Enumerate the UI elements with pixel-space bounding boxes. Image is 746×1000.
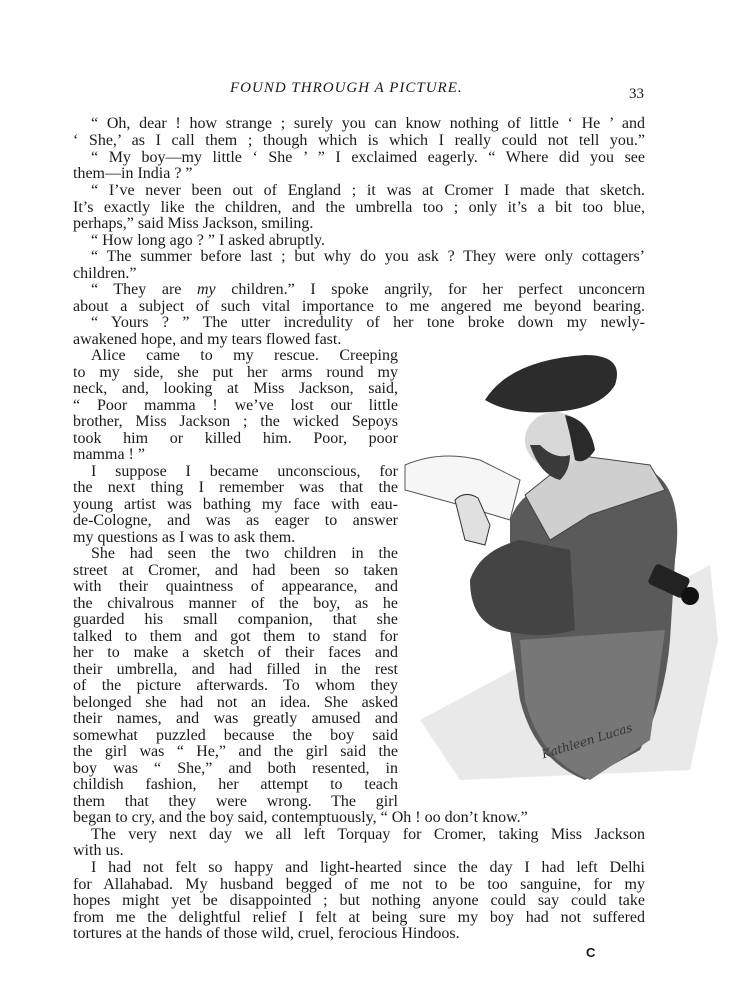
text-line: It’s exactly like the children, and the umbrella too ; only it’s a bit too blue, — [73, 199, 645, 216]
text-line: for Allahabad. My husband begged of me not to be too sanguine, for my — [73, 876, 645, 893]
text-line: from me the delightful relief I felt at being sure my boy had not suffered — [73, 909, 645, 926]
text-line: awakened hope, and my tears flowed fast. — [73, 331, 342, 348]
text-line: “ They are my children.” I spoke angrily, for her perfect unconcern — [91, 281, 645, 298]
running-title: FOUND THROUGH A PICTURE. — [230, 80, 463, 96]
text-line: young artist was bathing my face with eau- — [73, 496, 398, 513]
text-line: I suppose I became unconscious, for — [91, 463, 398, 480]
text-line: belonged she had not an idea. She asked — [73, 694, 398, 711]
text-line: them—in India ? ” — [73, 165, 193, 182]
text-line: tortures at the hands of those wild, cruel, ferocious Hindoos. — [73, 925, 460, 942]
text-line: to my side, she put her arms round my — [73, 364, 398, 381]
text-line: about a subject of such vital importance to me angered me beyond bearing. — [73, 298, 645, 315]
page-number: 33 — [629, 86, 644, 102]
text-line: with their quaintness of appearance, and — [73, 578, 398, 595]
text-line: “ How long ago ? ” I asked abruptly. — [91, 232, 325, 249]
illustration-drawing — [400, 340, 730, 800]
text-line: the girl was “ He,” and the girl said the — [73, 743, 398, 760]
text-line: childish fashion, her attempt to teach — [73, 776, 398, 793]
text-line: boy was “ She,” and both resented, in — [73, 760, 398, 777]
text-line: the next thing I remember was that the — [73, 479, 398, 496]
text-line: brother, Miss Jackson ; the wicked Sepoys — [73, 413, 398, 430]
text-line: took him or killed him. Poor, poor — [73, 430, 398, 447]
text-line: began to cry, and the boy said, contemptuously, “ Oh ! oo don’t know.” — [73, 809, 528, 826]
signature-mark: C — [586, 945, 596, 960]
text-line: her to make a sketch of their faces and — [73, 644, 398, 661]
text-line: She had seen the two children in the — [91, 545, 398, 562]
text-line: with us. — [73, 842, 124, 859]
text-line: somewhat puzzled because the boy said — [73, 727, 398, 744]
text-line: “ Poor mamma ! we’ve lost our little — [73, 397, 398, 414]
text-line: talked to them and got them to stand for — [73, 628, 398, 645]
text-line: de-Cologne, and was as eager to answer — [73, 512, 398, 529]
text-line: I had not felt so happy and light-hearted since the day I had left Delhi — [91, 859, 645, 876]
artist-signature: Kathleen Lucas — [540, 720, 634, 762]
text-line: “ My boy—my little ‘ She ’ ” I exclaimed eagerly. “ Where did you see — [91, 149, 645, 166]
text-line: my questions as I was to ask them. — [73, 529, 296, 546]
text-line: “ The summer before last ; but why do you ask ? They were only cottagers’ — [91, 248, 645, 265]
text-line: “ Yours ? ” The utter incredulity of her tone broke down my newly- — [91, 314, 645, 331]
text-line: them that they were wrong. The girl — [73, 793, 398, 810]
text-line: guarded his small companion, that she — [73, 611, 398, 628]
text-line: the chivalrous manner of the boy, as he — [73, 595, 398, 612]
illustration-man-reading — [400, 340, 730, 800]
text-line: neck, and, looking at Miss Jackson, said, — [73, 380, 398, 397]
text-line: “ I’ve never been out of England ; it was at Cromer I made that sketch. — [91, 182, 645, 199]
text-line: children.” — [73, 265, 137, 282]
text-line: their names, and was greatly amused and — [73, 710, 398, 727]
text-line: ‘ She,’ as I call them ; though which is which I really could not tell you.” — [73, 132, 645, 149]
text-line: perhaps,” said Miss Jackson, smiling. — [73, 215, 314, 232]
text-line: their umbrella, and had filled in the rest — [73, 661, 398, 678]
text-line: Alice came to my rescue. Creeping — [91, 347, 398, 364]
text-line: “ Oh, dear ! how strange ; surely you can know nothing of little ‘ He ’ and — [91, 115, 645, 132]
text-line: street at Cromer, and had been so taken — [73, 562, 398, 579]
text-line: mamma ! ” — [73, 446, 145, 463]
text-line: The very next day we all left Torquay for Cromer, taking Miss Jackson — [91, 826, 645, 843]
text-line: of the picture afterwards. To whom they — [73, 677, 398, 694]
emphasis: my — [197, 281, 216, 298]
text-line: hopes might yet be disappointed ; but nothing anyone could say could take — [73, 892, 645, 909]
